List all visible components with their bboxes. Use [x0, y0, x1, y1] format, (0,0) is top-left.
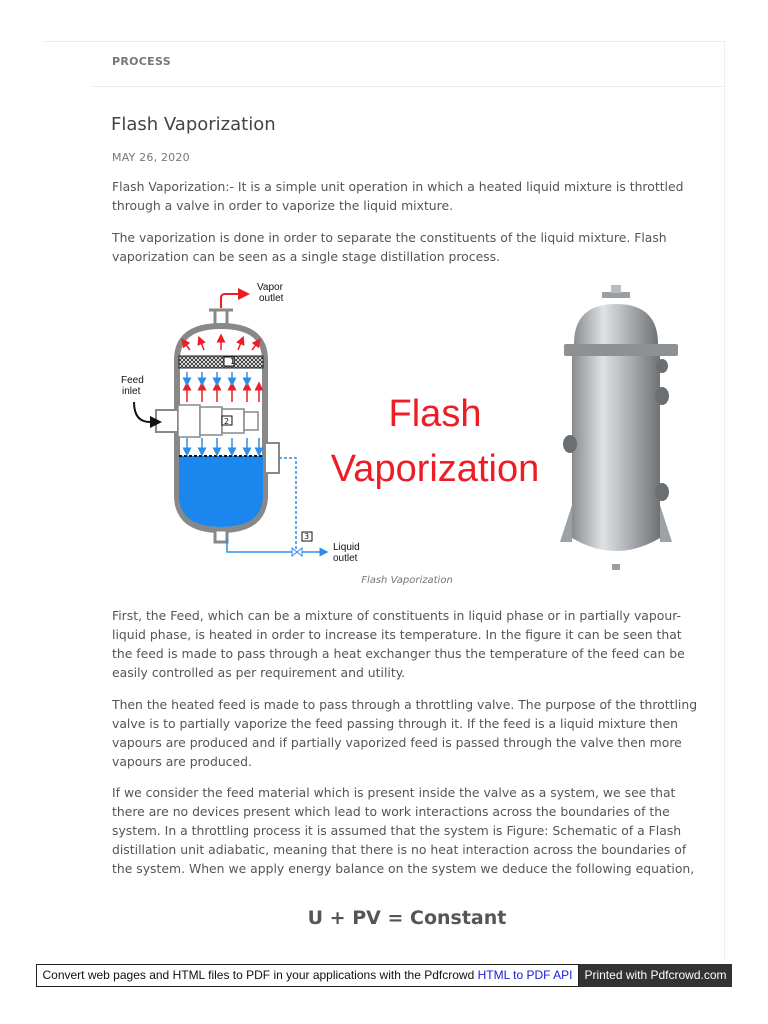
marker-two: 2 [224, 417, 230, 426]
paragraph-intro: Flash Vaporization:- It is a simple unit operation in which a heated liquid mixture is throttled through a valve in order to vaporize the liquid mixture. [112, 179, 684, 213]
footer-html-to-pdf-link[interactable]: HTML to PDF API [477, 968, 573, 982]
footer-convert-text [36, 964, 579, 987]
figure-caption: Flash Vaporization [361, 575, 453, 586]
footer-text: Convert web pages and HTML files to PDF in your applications with the Pdfcrowd [42, 968, 475, 982]
footer-printed-badge[interactable]: Printed with Pdfcrowd.com [579, 964, 732, 987]
card-top-border [44, 41, 724, 42]
card-right-border [724, 41, 725, 961]
feed-label-line2: inlet [122, 386, 141, 397]
flash-vaporization-figure [112, 280, 702, 572]
figure-headline-line1: Flash [388, 393, 482, 435]
figure-headline-line2: Vaporization [330, 448, 540, 490]
flash-drum-schematic [112, 280, 702, 572]
paragraph-energy-balance: If we consider the feed material which is present inside the valve as a system, we see that there are no devices present which lead to work interactions across the boundaries of the system. In a throttling process it is assumed that the system is Figure: Schematic of a Flash distillation unit adiabatic, meaning that there is no heat interaction across the boundaries of the system. When we apply energy balance on the system we deduce the following equation, [112, 785, 695, 876]
paragraph-feed: First, the Feed, which can be a mixture of constituents in liquid phase or in partially vapour-liquid phase, is heated in order to increase its temperature. In the figure it can be seen that the feed is made to pass through a heat exchanger thus the temperature of the feed can be easily controlled as per requirement and utility. [112, 608, 685, 680]
energy-equation: U + PV = Constant [307, 907, 507, 929]
liquid-label-line2: outlet [333, 553, 358, 564]
steel-vessel-photo [560, 285, 678, 570]
category-label[interactable]: PROCESS [112, 55, 171, 68]
paragraph-throttling: Then the heated feed is made to pass through a throttling valve. The purpose of the throttling valve is to partially vaporize the feed passing through it. If the feed is a liquid mixture then vapours are produced and if partially vaporized feed is passed through the valve then more vapours are produced. [112, 697, 698, 769]
post-title[interactable]: Flash Vaporization [111, 114, 276, 135]
category-divider [92, 86, 724, 87]
pdfcrowd-footer [36, 964, 732, 986]
post-date: MAY 26, 2020 [112, 151, 190, 164]
vapor-label-line2: outlet [259, 293, 284, 304]
marker-three: 3 [304, 532, 310, 541]
marker-one: 1 [230, 357, 236, 366]
vapor-label-line1: Vapor [257, 282, 283, 293]
feed-label-line1: Feed [121, 375, 144, 386]
paragraph-purpose: The vaporization is done in order to separate the constituents of the liquid mixture. Flash vaporization can be seen as a single stage distillation process. [112, 230, 667, 264]
liquid-label-line1: Liquid [333, 542, 360, 553]
